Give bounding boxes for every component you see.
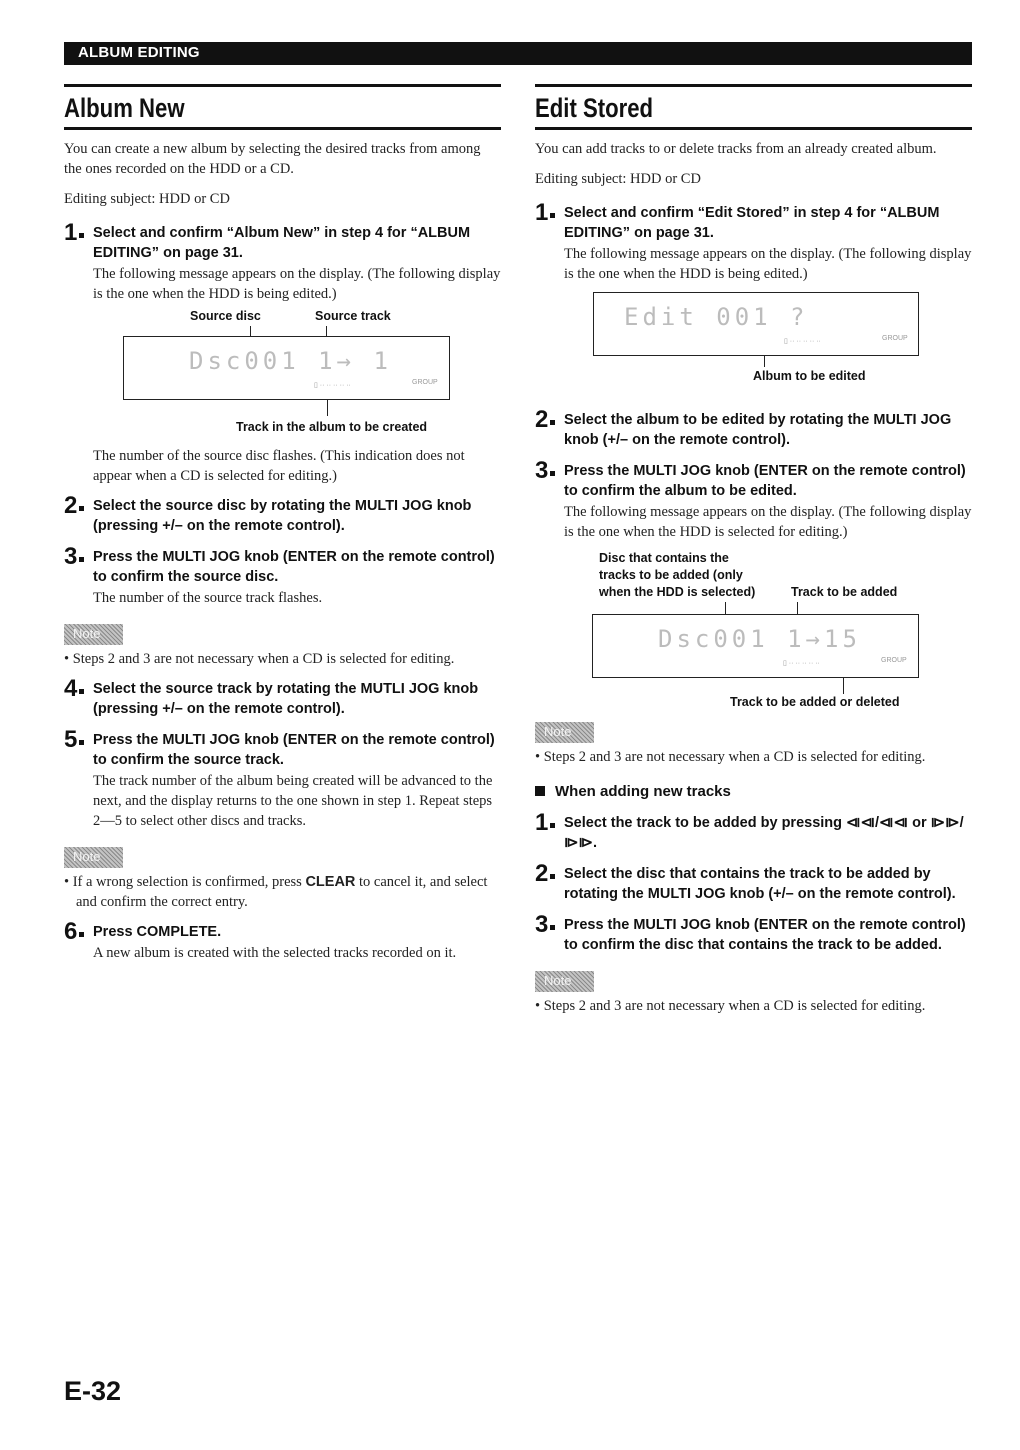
note-label: Note: [544, 724, 572, 739]
album-new-step-4: [64, 675, 501, 719]
note-text-part: to cancel it, and select and confirm the correct entry.: [76, 874, 488, 910]
note-badge: [64, 624, 123, 645]
section-header-label: ALBUM EDITING: [78, 44, 200, 61]
step-body: The following message appears on the display. (The following display is the one when the HDD is selected for editing.): [564, 504, 972, 540]
edit-stored-intro: You can add tracks to or delete tracks from an already created album.: [535, 141, 937, 157]
step-heading: Select the source track by rotating the MUTLI JOG knob (pressing +/– on the remote control).: [93, 681, 479, 717]
step-heading: Press the MULTI JOG knob (ENTER on the remote control) to confirm the source disc.: [93, 549, 495, 585]
edit-stored-step-3: [535, 457, 972, 542]
lcd-display: [592, 614, 919, 678]
step-heading: Select and confirm “Edit Stored” in step 4 for “ALBUM EDITING” on page 31.: [564, 205, 940, 241]
edit-stored-step-2: [535, 406, 972, 450]
edit-stored-display-figure: [535, 284, 972, 386]
album-new-subject: Editing subject: HDD or CD: [64, 191, 230, 207]
page-number: E-32: [64, 1376, 122, 1406]
lcd-text: Dsc001 1→ 1: [189, 347, 392, 375]
album-edited-label: Album to be edited: [753, 369, 866, 383]
note-label: Note: [73, 849, 101, 864]
step-heading: Select the source disc by rotating the MULTI JOG knob (pressing +/– on the remote control).: [93, 498, 472, 534]
source-disc-label: Source disc: [190, 309, 261, 323]
step-heading: Press the MULTI JOG knob (ENTER on the remote control) to confirm the source track.: [93, 732, 495, 768]
edit-stored-step-1: [535, 199, 972, 284]
add-step-3: [535, 911, 972, 955]
note-text: • Steps 2 and 3 are not necessary when a CD is selected for editing.: [535, 749, 926, 765]
step-number: 6: [64, 918, 84, 946]
lcd-text: Dsc001 1→15: [658, 625, 861, 653]
edit-stored-title-block: [535, 84, 972, 130]
disc-label-line2: tracks to be added (only: [599, 568, 743, 582]
lcd-group: GROUP: [412, 379, 438, 386]
lcd-group: GROUP: [881, 657, 907, 664]
adding-tracks-subhead: When adding new tracks: [535, 782, 972, 802]
callout-line: [327, 400, 328, 416]
edit-stored-title: Edit Stored: [535, 93, 654, 123]
callout-line: [764, 356, 765, 367]
album-new-column: [64, 84, 501, 963]
callout-line: [326, 326, 327, 336]
step-number: 3: [535, 457, 555, 485]
step-body: The number of the source track flashes.: [93, 590, 323, 606]
note-text: [64, 872, 501, 912]
step-number: 1: [535, 199, 555, 227]
album-new-intro: You can create a new album by selecting the desired tracks from among the ones recorded on the HDD or a CD.: [64, 141, 481, 177]
lcd-display: [593, 292, 919, 356]
edit-stored-column: [535, 84, 972, 1016]
step-heading: Select the album to be edited by rotating the MULTI JOG knob (+/– on the remote control).: [564, 412, 952, 448]
album-new-step-2: [64, 492, 501, 536]
step-number: 2: [535, 406, 555, 434]
album-new-step-1: [64, 219, 501, 304]
track-added-deleted-label: Track to be added or deleted: [730, 695, 900, 709]
step-heading: Select the disc that contains the track to be added by rotating the MULTI JOG knob (+/– on the remote control).: [564, 866, 956, 902]
lcd-text: Edit 001 ?: [624, 303, 809, 331]
step-number: 5: [64, 726, 84, 754]
note-badge: [535, 971, 594, 992]
step-body: The track number of the album being created will be advanced to the next, and the display returns to the one shown in step 1. Repeat steps 2—5 to select other discs and tracks.: [93, 773, 493, 829]
callout-line: [725, 602, 726, 614]
disc-label-line3: when the HDD is selected): [599, 585, 756, 599]
step-heading: Select the track to be added by pressing ⧏⧏/⧏⧏ or ⧐⧐/⧐⧐.: [564, 815, 964, 851]
note-badge: [64, 847, 123, 868]
note-badge: [535, 722, 594, 743]
section-header-bar: [64, 42, 972, 65]
note-text: • Steps 2 and 3 are not necessary when a CD is selected for editing.: [64, 651, 455, 667]
lcd-group: GROUP: [882, 335, 908, 342]
edit-stored-display2-figure: [535, 542, 972, 709]
display-explanation: The number of the source disc flashes. (This indication does not appear when a CD is selected for editing.): [93, 448, 465, 484]
album-new-step-3: [64, 543, 501, 608]
edit-stored-subject: Editing subject: HDD or CD: [535, 171, 701, 187]
step-number: 2: [64, 492, 84, 520]
step-heading: Select and confirm “Album New” in step 4 for “ALBUM EDITING” on page 31.: [93, 225, 471, 261]
add-step-2: [535, 860, 972, 904]
clear-key-label: CLEAR: [305, 874, 356, 890]
note-text: • Steps 2 and 3 are not necessary when a CD is selected for editing.: [535, 998, 926, 1014]
album-new-title-block: [64, 84, 501, 130]
step-number: 4: [64, 675, 84, 703]
step-body: The following message appears on the display. (The following display is the one when the HDD is being edited.): [564, 246, 972, 282]
lcd-indicators: ▯ ·· ·· ·· ·· ··: [783, 660, 820, 667]
lcd-indicators: ▯ ·· ·· ·· ·· ··: [314, 382, 351, 389]
album-new-step-5: [64, 726, 501, 831]
callout-line: [797, 602, 798, 614]
note-label: Note: [544, 973, 572, 988]
album-new-step-6: [64, 918, 501, 963]
step-number: 3: [535, 911, 555, 939]
step-number: 1: [535, 809, 555, 837]
step-number: 3: [64, 543, 84, 571]
lcd-indicators: ▯ ·· ·· ·· ·· ··: [784, 338, 821, 345]
source-track-label: Source track: [315, 309, 391, 323]
track-added-label: Track to be added: [791, 585, 898, 599]
disc-label-line1: Disc that contains the: [599, 551, 729, 565]
step-heading: Press COMPLETE.: [93, 924, 222, 940]
step-heading: Press the MULTI JOG knob (ENTER on the remote control) to confirm the album to be edited.: [564, 463, 966, 499]
step-heading: Press the MULTI JOG knob (ENTER on the remote control) to confirm the disc that contains the track to be added.: [564, 917, 966, 953]
callout-line: [250, 326, 251, 336]
step-number: 1: [64, 219, 84, 247]
callout-line: [843, 678, 844, 694]
step-number: 2: [535, 860, 555, 888]
add-step-1: [535, 809, 972, 853]
step-body: A new album is created with the selected tracks recorded on it.: [93, 945, 457, 961]
track-album-label: Track in the album to be created: [236, 420, 428, 434]
album-new-title: Album New: [64, 93, 185, 123]
step-body: The following message appears on the display. (The following display is the one when the HDD is being edited.): [93, 266, 501, 302]
note-text-part: • If a wrong selection is confirmed, press: [64, 874, 306, 890]
album-new-display-figure: [64, 304, 501, 438]
note-label: Note: [73, 626, 101, 641]
lcd-display: [123, 336, 450, 400]
